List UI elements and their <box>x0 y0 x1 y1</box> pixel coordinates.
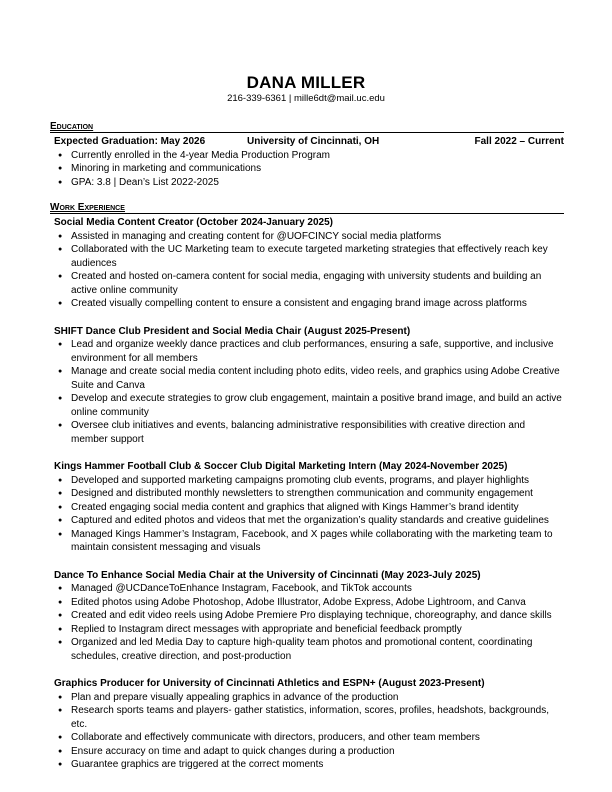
list-item: ● Created visually compelling content to ensure a consistent and engaging brand image across platforms <box>54 297 564 311</box>
education-heading <box>50 121 564 133</box>
list-item: ● Minoring in marketing and communications <box>54 162 564 176</box>
list-item: ● Captured and edited photos and videos that met the organization’s quality standards and creative guidelines <box>54 514 564 528</box>
job-bullets <box>50 230 564 311</box>
education-bullets <box>50 149 564 190</box>
list-item: ● Research sports teams and players- gather statistics, information, scores, profiles, headshots, backgrounds, etc. <box>54 704 564 731</box>
job-title: SHIFT Dance Club President and Social Media Chair (August 2025-Present) <box>54 325 411 337</box>
list-item: ● Managed Kings Hammer’s Instagram, Facebook, and X pages while collaborating with the marketing team to maintain consistent messaging and visuals <box>54 528 564 555</box>
list-item: ● Ensure accuracy on time and adapt to quick changes during a production <box>54 745 564 759</box>
experience-heading-label: Work Experience <box>50 202 125 213</box>
list-item: ● Currently enrolled in the 4-year Media Production Program <box>54 149 564 163</box>
list-item: ● Replied to Instagram direct messages with appropriate and beneficial feedback promptly <box>54 623 564 637</box>
education-heading-label: Education <box>50 121 94 132</box>
experience-heading <box>50 202 564 214</box>
list-item: ● Manage and create social media content including photo edits, video reels, and graphics using Adobe Creative Suite and Canva <box>54 365 564 392</box>
list-item: ● Managed @UCDanceToEnhance Instagram, Facebook, and TikTok accounts <box>54 582 564 596</box>
list-item: ● GPA: 3.8 | Dean’s List 2022-2025 <box>54 176 564 190</box>
resume-body <box>50 121 564 772</box>
job-bullets <box>50 691 564 772</box>
list-item: ● Assisted in managing and creating content for @UOFCINCY social media platforms <box>54 230 564 244</box>
job-title: Social Media Content Creator (October 2024-January 2025) <box>54 217 333 228</box>
list-item: ● Plan and prepare visually appealing graphics in advance of the production <box>54 691 564 705</box>
education-degree: Expected Graduation: May 2026 <box>54 136 206 147</box>
education-dates: Fall 2022 – Current <box>474 136 564 147</box>
list-item: ● Developed and supported marketing campaigns promoting club events, programs, and player highlights <box>54 474 564 488</box>
job-title: Dance To Enhance Social Media Chair at the University of Cincinnati (May 2023-July 2025) <box>54 569 481 581</box>
list-item: ● Organized and led Media Day to capture high-quality team photos and promotional content, coordinating schedules, creative direction, and post-production <box>54 636 564 663</box>
job-title: Kings Hammer Football Club & Soccer Club Digital Marketing Intern (May 2024-November 2025) <box>54 461 508 472</box>
list-item: ● Guarantee graphics are triggered at the correct moments <box>54 758 564 772</box>
list-item: ● Designed and distributed monthly newsletters to strengthen communication and community engagement <box>54 487 564 501</box>
list-item: ● Collaborate and effectively communicate with directors, producers, and other team members <box>54 731 564 745</box>
list-item: ● Oversee club initiatives and events, balancing administrative responsibilities with creative direction and member support <box>54 419 564 446</box>
education-summary <box>54 135 564 149</box>
list-item: ● Edited photos using Adobe Photoshop, Adobe Illustrator, Adobe Express, Adobe Lightroom, and Canva <box>54 596 564 610</box>
job-bullets <box>50 474 564 555</box>
list-item: ● Collaborated with the UC Marketing team to execute targeted marketing strategies that effectively reach key audiences <box>54 243 564 270</box>
list-item: ● Created and edit video reels using Adobe Premiere Pro displaying technique, choreography, and dance skills <box>54 609 564 623</box>
list-item: ● Created and hosted on-camera content for social media, engaging with university students and building an active online community <box>54 270 564 297</box>
resume-header <box>0 73 612 105</box>
candidate-name: DANA MILLER <box>246 73 366 92</box>
job-bullets <box>50 582 564 663</box>
list-item: ● Lead and organize weekly dance practices and club performances, ensuring a safe, supportive, and inclusive environment for all members <box>54 338 564 365</box>
list-item: ● Created engaging social media content and graphics that aligned with Kings Hammer’s brand identity <box>54 501 564 515</box>
contact-info: 216-339-6361 | mille6dt@mail.uc.edu <box>227 93 385 104</box>
job-title: Graphics Producer for University of Cincinnati Athletics and ESPN+ (August 2023-Present) <box>54 678 485 689</box>
job-bullets <box>50 338 564 446</box>
list-item: ● Develop and execute strategies to grow club engagement, maintain a positive brand image, and build an active online community <box>54 392 564 419</box>
education-school: University of Cincinnati, OH <box>247 136 380 147</box>
